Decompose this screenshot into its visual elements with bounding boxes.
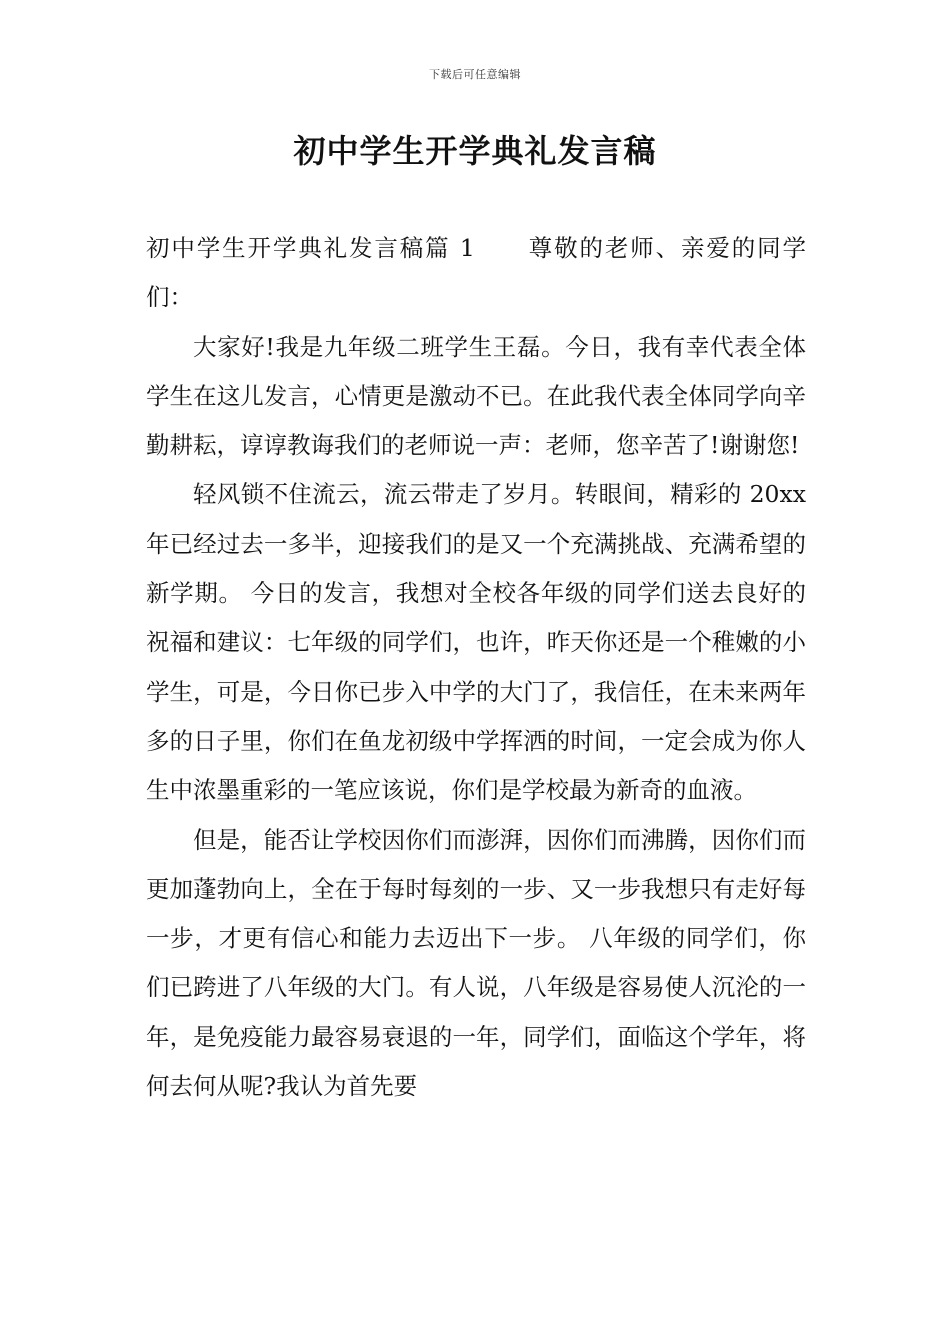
section-heading: 初中学生开学典礼发言稿篇 1 (146, 234, 475, 262)
document-body (146, 224, 806, 1111)
salutation: 尊敬的老师、亲爱的同学们： (146, 234, 807, 312)
section-heading-line (146, 224, 806, 323)
paragraph-advice: 但是，能否让学校因你们而澎湃，因你们而沸腾，因你们而更加蓬勃向上，全在于每时每刻的一步、又一步我想只有走好每一步，才更有信心和能力去迈出下一步。 八年级的同学们，你们已跨进了八年级的大门。有人说，八年级是容易使人沉沦的一年，是免疫能力最容易衰退的一年，同学们，面临这个学年，将何去何从呢?我认为首先要 (146, 825, 806, 1101)
paragraph-greeting: 大家好!我是九年级二班学生王磊。今日，我有幸代表全体学生在这儿发言，心情更是激动不已。在此我代表全体同学向辛勤耕耘，谆谆教诲我们的老师说一声：老师，您辛苦了!谢谢您! (146, 332, 806, 460)
document-title: 初中学生开学典礼发言稿 (293, 132, 657, 170)
paragraph-new-semester: 轻风锁不住流云，流云带走了岁月。转眼间，精彩的 20xx 年已经过去一多半，迎接我们的是又一个充满挑战、充满希望的新学期。 今日的发言，我想对全校各年级的同学们送去良好的祝福和建议：七年级的同学们，也许，昨天你还是一个稚嫩的小学生，可是，今日你已步入中学的大门了，我信任，在未来两年多的日子里，你们在鱼龙初级中学挥洒的时间，一定会成为你人生中浓墨重彩的一笔应该说，你们是学校最为新奇的血液。 (146, 480, 806, 805)
header-note: 下载后可任意编辑 (429, 68, 521, 81)
